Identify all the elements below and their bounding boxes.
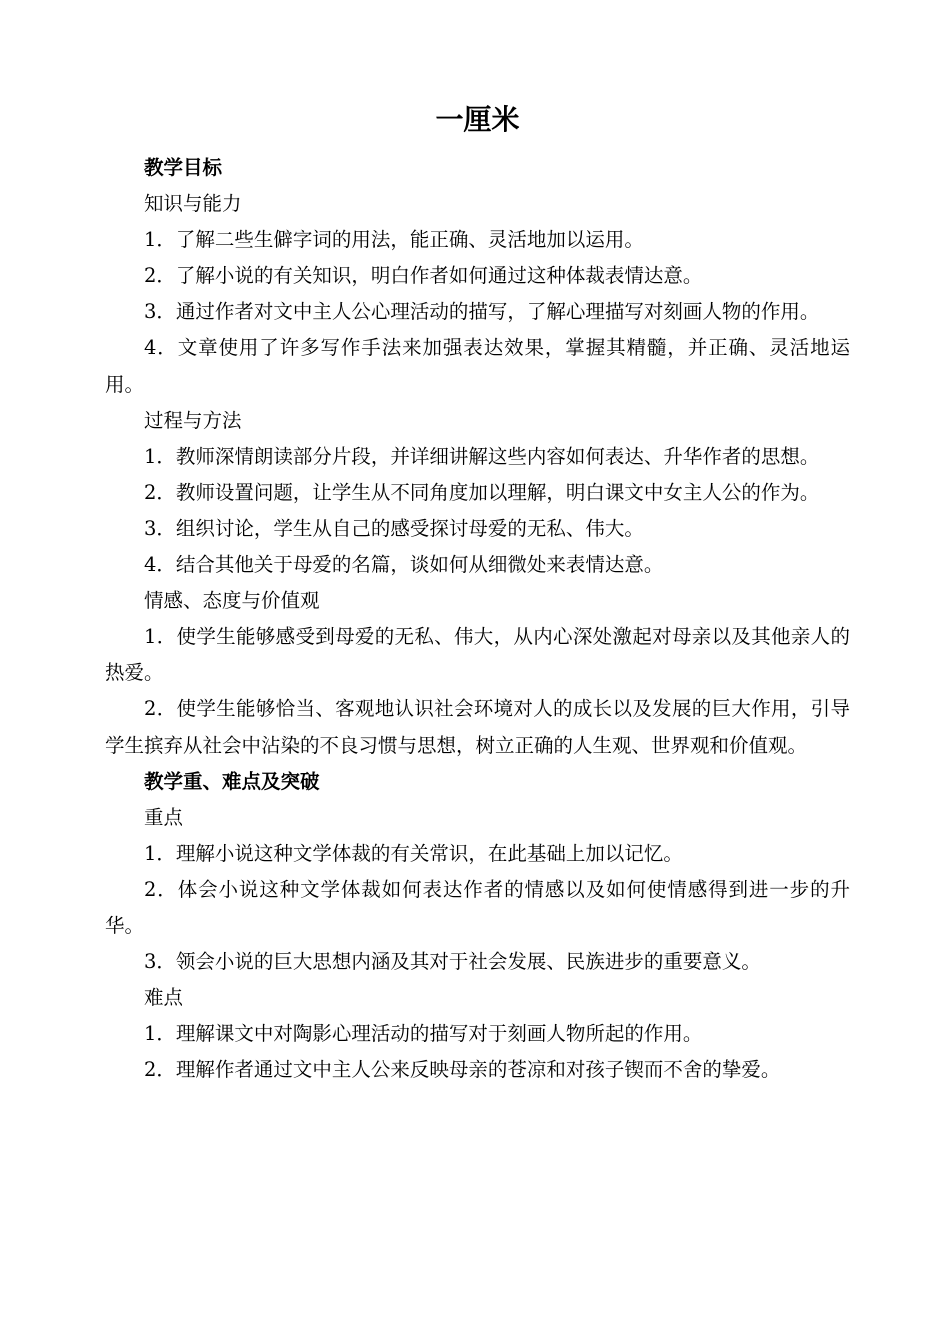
- paragraph: 3．组织讨论，学生从自己的感受探讨母爱的无私、伟大。: [144, 516, 644, 540]
- paragraph: 2．使学生能够恰当、客观地认识社会环境对人的成长以及发展的巨大作用，引导学生摈弃从社会中沾染的不良习惯与思想，树立正确的人生观、世界观和价值观。: [105, 697, 850, 757]
- subheading-process-method: 过程与方法: [144, 408, 242, 432]
- document-page: [105, 100, 850, 1088]
- heading-key-difficult-points: 教学重、难点及突破: [144, 769, 320, 793]
- document-body: [105, 150, 850, 1088]
- paragraph: 2．理解作者通过文中主人公来反映母亲的苍凉和对孩子锲而不舍的挚爱。: [144, 1058, 781, 1082]
- document-title: 一厘米: [435, 103, 520, 136]
- subheading-emotion-values: 情感、态度与价值观: [144, 589, 320, 613]
- paragraph: 4．文章使用了许多写作手法来加强表达效果，掌握其精髓，并正确、灵活地运用。: [105, 336, 850, 396]
- paragraph: 1．理解课文中对陶影心理活动的描写对于刻画人物所起的作用。: [144, 1022, 703, 1046]
- paragraph: 2．教师设置问题，让学生从不同角度加以理解，明白课文中女主人公的作为。: [144, 480, 820, 504]
- paragraph: 2．了解小说的有关知识，明白作者如何通过这种体裁表情达意。: [144, 264, 703, 288]
- paragraph: 1．教师深情朗读部分片段，并详细讲解这些内容如何表达、升华作者的思想。: [144, 444, 820, 468]
- paragraph: 3．领会小说的巨大思想内涵及其对于社会发展、民族进步的重要意义。: [144, 950, 761, 974]
- paragraph: 3．通过作者对文中主人公心理活动的描写，了解心理描写对刻画人物的作用。: [144, 300, 820, 324]
- paragraph: 1．使学生能够感受到母爱的无私、伟大，从内心深处激起对母亲以及其他亲人的热爱。: [105, 625, 850, 685]
- subheading-key-points: 重点: [144, 805, 184, 829]
- paragraph: 1．了解二些生僻字词的用法，能正确、灵活地加以运用。: [144, 228, 644, 252]
- subheading-difficult-points: 难点: [144, 986, 184, 1010]
- subheading-knowledge-ability: 知识与能力: [144, 192, 242, 216]
- paragraph: 1．理解小说这种文学体裁的有关常识，在此基础上加以记忆。: [144, 841, 683, 865]
- paragraph: 4．结合其他关于母爱的名篇，谈如何从细微处来表情达意。: [144, 553, 664, 577]
- paragraph: 2．体会小说这种文学体裁如何表达作者的情感以及如何使情感得到进一步的升华。: [105, 877, 850, 937]
- heading-teaching-objectives: 教学目标: [144, 156, 223, 179]
